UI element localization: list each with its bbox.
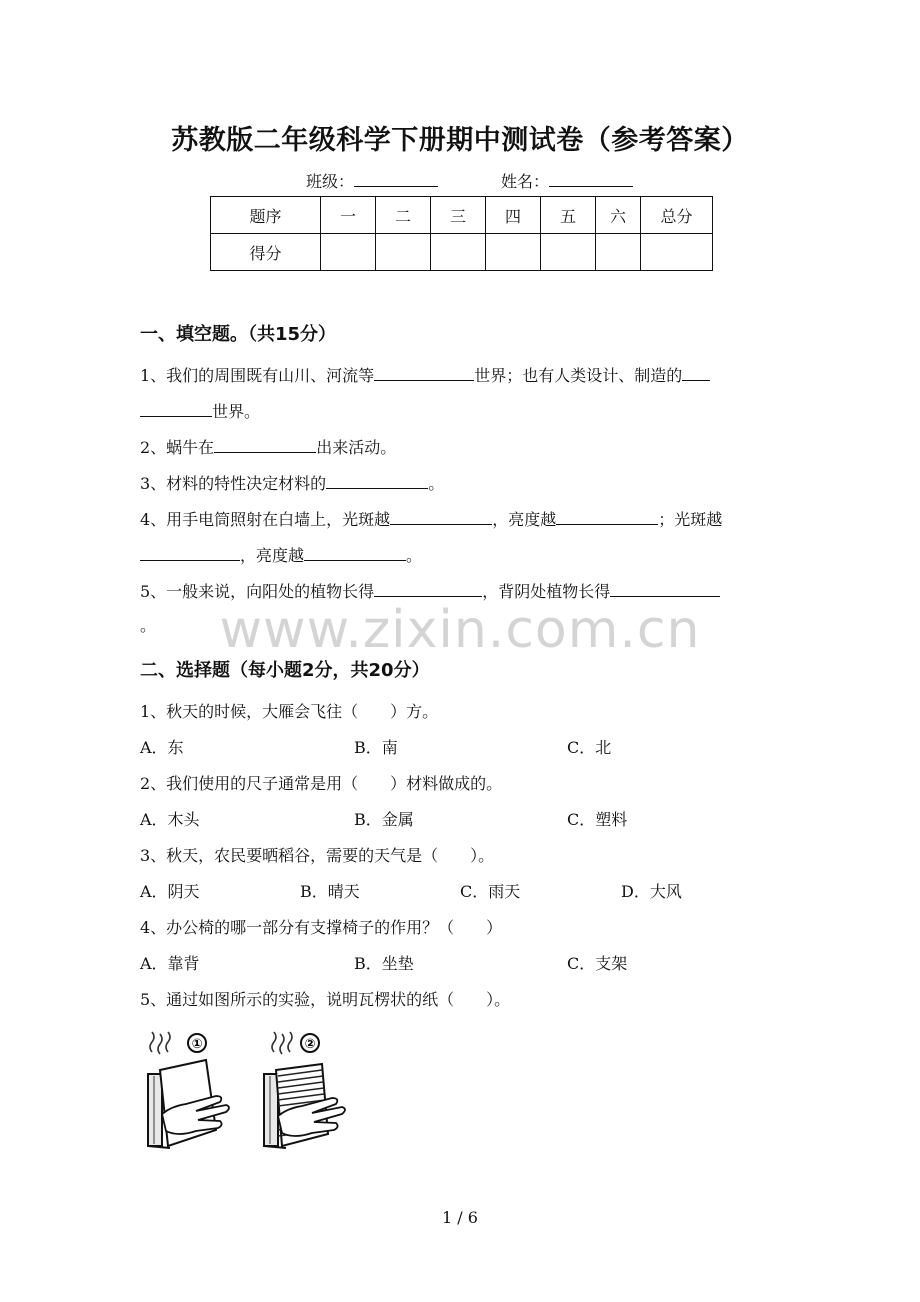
question-text: 出来活动。 (316, 438, 397, 457)
figure-label-1: ① (191, 1037, 203, 1052)
question-text: ，亮度越 (492, 510, 557, 529)
table-cell: 二 (376, 197, 431, 234)
question-text: 3、材料的特性决定材料的 (140, 474, 327, 493)
choice-question-4: 4、办公椅的哪一部分有支撑椅子的作用？（ ） (140, 918, 503, 937)
section1-heading: 一、填空题。（共15分） (140, 324, 337, 345)
table-cell: 题序 (211, 197, 321, 234)
choice-question-3: 3、秋天，农民要晒稻谷，需要的天气是（ ）。 (140, 846, 495, 865)
answer-blank (140, 544, 240, 561)
score-cell (641, 234, 713, 271)
table-cell: 得分 (211, 234, 321, 271)
fill-question-1-line2 (140, 400, 260, 422)
option-b: B．南 (354, 738, 398, 757)
page-number: 1 / 6 (442, 1208, 478, 1227)
answer-blank (556, 508, 658, 525)
figure-label-2: ② (304, 1037, 316, 1052)
answer-blank (610, 580, 720, 597)
fill-question-4-line1 (140, 508, 722, 530)
class-label: 班级： (306, 172, 355, 191)
section2-heading: 二、选择题（每小题2分，共20分） (140, 660, 430, 681)
document-title: 苏教版二年级科学下册期中测试卷（参考答案） (171, 125, 749, 156)
option-c: C．北 (567, 738, 612, 757)
question-text: ，背阴处植物长得 (482, 582, 611, 601)
option-b: B．金属 (354, 810, 414, 829)
score-table-score-row (211, 234, 713, 271)
choice-question-2: 2、我们使用的尺子通常是用（ ）材料做成的。 (140, 774, 503, 793)
answer-blank (214, 436, 316, 453)
score-cell (486, 234, 541, 271)
question-text: 。 (428, 474, 445, 493)
score-cell (376, 234, 431, 271)
answer-blank (140, 400, 212, 417)
option-c: C．雨天 (460, 882, 521, 901)
answer-blank (682, 364, 710, 381)
option-a: A．靠背 (140, 954, 200, 973)
option-c: C．支架 (567, 954, 628, 973)
answer-blank (326, 472, 428, 489)
question-text: 世界；也有人类设计、制造的 (474, 366, 683, 385)
question-text: 4、用手电筒照射在白墙上，光斑越 (140, 510, 391, 529)
fill-question-3 (140, 472, 444, 494)
class-field (306, 170, 438, 192)
question-text: 。 (406, 546, 423, 565)
choice-question-5: 5、通过如图所示的实验，说明瓦楞状的纸（ ）。 (140, 990, 511, 1009)
table-cell: 六 (596, 197, 641, 234)
fill-question-1-line1 (140, 364, 710, 386)
question-text: ；光斑越 (658, 510, 723, 529)
choice-question-1: 1、秋天的时候，大雁会飞往（ ）方。 (140, 702, 439, 721)
option-a: A．木头 (140, 810, 200, 829)
answer-blank (390, 508, 492, 525)
fill-question-2 (140, 436, 396, 458)
name-label: 姓名： (501, 172, 550, 191)
table-cell: 四 (486, 197, 541, 234)
answer-blank (374, 580, 482, 597)
question-text: 1、我们的周围既有山川、河流等 (140, 366, 375, 385)
table-cell: 总分 (641, 197, 713, 234)
class-blank (354, 170, 438, 187)
score-table-header-row (211, 197, 713, 234)
name-field (501, 170, 633, 192)
score-cell (541, 234, 596, 271)
score-cell (596, 234, 641, 271)
option-b: B．坐垫 (354, 954, 414, 973)
option-d: D．大风 (621, 882, 682, 901)
score-cell (321, 234, 376, 271)
score-cell (431, 234, 486, 271)
option-b: B．晴天 (300, 882, 360, 901)
question-text: 。 (140, 616, 157, 635)
question-text: 2、蜗牛在 (140, 438, 215, 457)
fill-question-5-line1 (140, 580, 720, 602)
fill-question-4-line2 (140, 544, 422, 566)
question-text: 世界。 (212, 402, 261, 421)
option-a: A．阴天 (140, 882, 200, 901)
option-c: C．塑料 (567, 810, 628, 829)
answer-blank (304, 544, 406, 561)
question-text: ，亮度越 (240, 546, 305, 565)
table-cell: 一 (321, 197, 376, 234)
option-a: A．东 (140, 738, 184, 757)
table-cell: 三 (431, 197, 486, 234)
table-cell: 五 (541, 197, 596, 234)
name-blank (549, 170, 633, 187)
score-table (210, 196, 713, 271)
experiment-figure-1 (140, 1030, 230, 1155)
experiment-figure-2 (256, 1030, 346, 1155)
watermark: www.zixin.com.cn (219, 600, 701, 660)
answer-blank (374, 364, 474, 381)
question-text: 5、一般来说，向阳处的植物长得 (140, 582, 375, 601)
